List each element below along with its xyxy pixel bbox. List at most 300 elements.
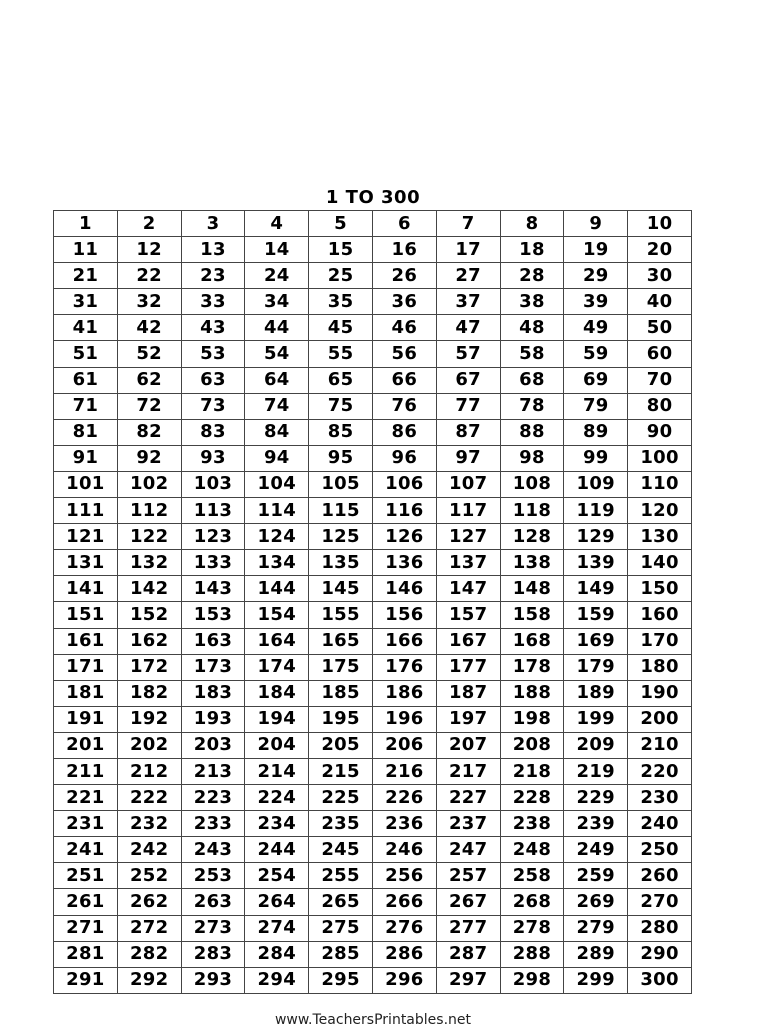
grid-row bbox=[54, 680, 692, 706]
grid-row bbox=[54, 367, 692, 393]
grid-cell: 272 bbox=[117, 915, 181, 941]
grid-cell: 46 bbox=[372, 315, 436, 341]
grid-cell: 262 bbox=[117, 889, 181, 915]
grid-cell: 173 bbox=[181, 654, 245, 680]
grid-row bbox=[54, 758, 692, 784]
grid-cell: 232 bbox=[117, 811, 181, 837]
grid-cell: 220 bbox=[628, 758, 692, 784]
footer-watermark: www.TeachersPrintables.net bbox=[274, 1012, 471, 1028]
grid-cell: 75 bbox=[309, 393, 373, 419]
grid-cell: 181 bbox=[54, 680, 118, 706]
grid-cell: 299 bbox=[564, 967, 628, 993]
grid-cell: 12 bbox=[117, 237, 181, 263]
grid-cell: 123 bbox=[181, 524, 245, 550]
grid-cell: 178 bbox=[500, 654, 564, 680]
grid-cell: 177 bbox=[436, 654, 500, 680]
grid-cell: 7 bbox=[436, 211, 500, 237]
grid-cell: 171 bbox=[54, 654, 118, 680]
grid-cell: 36 bbox=[372, 289, 436, 315]
grid-cell: 76 bbox=[372, 393, 436, 419]
grid-cell: 194 bbox=[245, 706, 309, 732]
grid-cell: 210 bbox=[628, 732, 692, 758]
grid-cell: 202 bbox=[117, 732, 181, 758]
grid-cell: 77 bbox=[436, 393, 500, 419]
grid-cell: 18 bbox=[500, 237, 564, 263]
grid-cell: 11 bbox=[54, 237, 118, 263]
grid-cell: 32 bbox=[117, 289, 181, 315]
grid-cell: 201 bbox=[54, 732, 118, 758]
grid-cell: 196 bbox=[372, 706, 436, 732]
grid-cell: 288 bbox=[500, 941, 564, 967]
grid-cell: 239 bbox=[564, 811, 628, 837]
grid-cell: 300 bbox=[628, 967, 692, 993]
grid-cell: 251 bbox=[54, 863, 118, 889]
grid-cell: 214 bbox=[245, 758, 309, 784]
grid-cell: 22 bbox=[117, 263, 181, 289]
grid-cell: 27 bbox=[436, 263, 500, 289]
grid-cell: 222 bbox=[117, 785, 181, 811]
grid-cell: 52 bbox=[117, 341, 181, 367]
grid-cell: 282 bbox=[117, 941, 181, 967]
grid-cell: 33 bbox=[181, 289, 245, 315]
grid-row bbox=[54, 863, 692, 889]
grid-cell: 57 bbox=[436, 341, 500, 367]
grid-cell: 280 bbox=[628, 915, 692, 941]
grid-cell: 124 bbox=[245, 524, 309, 550]
grid-cell: 231 bbox=[54, 811, 118, 837]
grid-cell: 209 bbox=[564, 732, 628, 758]
grid-cell: 93 bbox=[181, 445, 245, 471]
grid-cell: 242 bbox=[117, 837, 181, 863]
grid-cell: 106 bbox=[372, 471, 436, 497]
grid-cell: 116 bbox=[372, 498, 436, 524]
grid-cell: 9 bbox=[564, 211, 628, 237]
grid-cell: 129 bbox=[564, 524, 628, 550]
grid-cell: 169 bbox=[564, 628, 628, 654]
grid-cell: 246 bbox=[372, 837, 436, 863]
grid-cell: 259 bbox=[564, 863, 628, 889]
grid-row bbox=[54, 315, 692, 341]
grid-cell: 243 bbox=[181, 837, 245, 863]
grid-cell: 228 bbox=[500, 785, 564, 811]
grid-cell: 56 bbox=[372, 341, 436, 367]
grid-cell: 121 bbox=[54, 524, 118, 550]
grid-cell: 193 bbox=[181, 706, 245, 732]
grid-cell: 263 bbox=[181, 889, 245, 915]
grid-cell: 143 bbox=[181, 576, 245, 602]
grid-cell: 125 bbox=[309, 524, 373, 550]
grid-cell: 133 bbox=[181, 550, 245, 576]
grid-row bbox=[54, 889, 692, 915]
grid-cell: 184 bbox=[245, 680, 309, 706]
grid-cell: 145 bbox=[309, 576, 373, 602]
grid-cell: 15 bbox=[309, 237, 373, 263]
grid-cell: 105 bbox=[309, 471, 373, 497]
grid-cell: 38 bbox=[500, 289, 564, 315]
grid-cell: 268 bbox=[500, 889, 564, 915]
grid-cell: 141 bbox=[54, 576, 118, 602]
grid-cell: 175 bbox=[309, 654, 373, 680]
grid-cell: 70 bbox=[628, 367, 692, 393]
grid-cell: 67 bbox=[436, 367, 500, 393]
grid-cell: 296 bbox=[372, 967, 436, 993]
grid-cell: 281 bbox=[54, 941, 118, 967]
grid-cell: 54 bbox=[245, 341, 309, 367]
grid-cell: 84 bbox=[245, 419, 309, 445]
grid-cell: 135 bbox=[309, 550, 373, 576]
grid-cell: 47 bbox=[436, 315, 500, 341]
grid-cell: 13 bbox=[181, 237, 245, 263]
grid-cell: 258 bbox=[500, 863, 564, 889]
grid-cell: 118 bbox=[500, 498, 564, 524]
grid-row bbox=[54, 211, 692, 237]
grid-cell: 183 bbox=[181, 680, 245, 706]
grid-row bbox=[54, 445, 692, 471]
grid-cell: 53 bbox=[181, 341, 245, 367]
grid-row bbox=[54, 915, 692, 941]
grid-cell: 191 bbox=[54, 706, 118, 732]
grid-cell: 287 bbox=[436, 941, 500, 967]
grid-cell: 256 bbox=[372, 863, 436, 889]
grid-cell: 142 bbox=[117, 576, 181, 602]
grid-cell: 212 bbox=[117, 758, 181, 784]
grid-cell: 44 bbox=[245, 315, 309, 341]
grid-cell: 62 bbox=[117, 367, 181, 393]
grid-cell: 255 bbox=[309, 863, 373, 889]
grid-row bbox=[54, 550, 692, 576]
grid-cell: 168 bbox=[500, 628, 564, 654]
grid-cell: 241 bbox=[54, 837, 118, 863]
grid-cell: 267 bbox=[436, 889, 500, 915]
grid-cell: 19 bbox=[564, 237, 628, 263]
grid-cell: 88 bbox=[500, 419, 564, 445]
grid-cell: 158 bbox=[500, 602, 564, 628]
grid-cell: 230 bbox=[628, 785, 692, 811]
grid-cell: 270 bbox=[628, 889, 692, 915]
grid-cell: 147 bbox=[436, 576, 500, 602]
grid-row bbox=[54, 471, 692, 497]
grid-cell: 134 bbox=[245, 550, 309, 576]
grid-cell: 136 bbox=[372, 550, 436, 576]
grid-row bbox=[54, 237, 692, 263]
grid-cell: 144 bbox=[245, 576, 309, 602]
grid-cell: 58 bbox=[500, 341, 564, 367]
grid-cell: 51 bbox=[54, 341, 118, 367]
grid-row bbox=[54, 706, 692, 732]
grid-cell: 40 bbox=[628, 289, 692, 315]
grid-cell: 49 bbox=[564, 315, 628, 341]
grid-cell: 203 bbox=[181, 732, 245, 758]
grid-cell: 245 bbox=[309, 837, 373, 863]
grid-cell: 264 bbox=[245, 889, 309, 915]
grid-cell: 250 bbox=[628, 837, 692, 863]
grid-cell: 111 bbox=[54, 498, 118, 524]
grid-cell: 131 bbox=[54, 550, 118, 576]
grid-cell: 275 bbox=[309, 915, 373, 941]
grid-cell: 101 bbox=[54, 471, 118, 497]
grid-cell: 98 bbox=[500, 445, 564, 471]
grid-cell: 72 bbox=[117, 393, 181, 419]
grid-cell: 126 bbox=[372, 524, 436, 550]
grid-cell: 138 bbox=[500, 550, 564, 576]
grid-cell: 238 bbox=[500, 811, 564, 837]
grid-cell: 85 bbox=[309, 419, 373, 445]
grid-cell: 286 bbox=[372, 941, 436, 967]
grid-cell: 190 bbox=[628, 680, 692, 706]
grid-cell: 234 bbox=[245, 811, 309, 837]
grid-cell: 189 bbox=[564, 680, 628, 706]
grid-cell: 254 bbox=[245, 863, 309, 889]
grid-cell: 137 bbox=[436, 550, 500, 576]
grid-cell: 261 bbox=[54, 889, 118, 915]
grid-cell: 139 bbox=[564, 550, 628, 576]
grid-cell: 132 bbox=[117, 550, 181, 576]
grid-cell: 249 bbox=[564, 837, 628, 863]
grid-cell: 150 bbox=[628, 576, 692, 602]
grid-row bbox=[54, 289, 692, 315]
grid-cell: 289 bbox=[564, 941, 628, 967]
grid-cell: 114 bbox=[245, 498, 309, 524]
grid-cell: 151 bbox=[54, 602, 118, 628]
grid-cell: 279 bbox=[564, 915, 628, 941]
grid-cell: 69 bbox=[564, 367, 628, 393]
grid-cell: 167 bbox=[436, 628, 500, 654]
grid-cell: 293 bbox=[181, 967, 245, 993]
grid-cell: 219 bbox=[564, 758, 628, 784]
grid-cell: 161 bbox=[54, 628, 118, 654]
grid-cell: 41 bbox=[54, 315, 118, 341]
grid-cell: 60 bbox=[628, 341, 692, 367]
grid-cell: 269 bbox=[564, 889, 628, 915]
grid-cell: 87 bbox=[436, 419, 500, 445]
grid-cell: 64 bbox=[245, 367, 309, 393]
grid-cell: 197 bbox=[436, 706, 500, 732]
grid-cell: 34 bbox=[245, 289, 309, 315]
grid-cell: 294 bbox=[245, 967, 309, 993]
grid-row bbox=[54, 576, 692, 602]
grid-cell: 160 bbox=[628, 602, 692, 628]
grid-cell: 221 bbox=[54, 785, 118, 811]
grid-cell: 90 bbox=[628, 419, 692, 445]
grid-cell: 55 bbox=[309, 341, 373, 367]
grid-cell: 120 bbox=[628, 498, 692, 524]
grid-cell: 213 bbox=[181, 758, 245, 784]
grid-cell: 73 bbox=[181, 393, 245, 419]
grid-cell: 29 bbox=[564, 263, 628, 289]
grid-cell: 140 bbox=[628, 550, 692, 576]
grid-cell: 257 bbox=[436, 863, 500, 889]
grid-cell: 65 bbox=[309, 367, 373, 393]
grid-cell: 23 bbox=[181, 263, 245, 289]
page-title: 1 TO 300 bbox=[325, 187, 421, 208]
grid-cell: 39 bbox=[564, 289, 628, 315]
grid-cell: 112 bbox=[117, 498, 181, 524]
grid-row bbox=[54, 732, 692, 758]
grid-cell: 35 bbox=[309, 289, 373, 315]
grid-row bbox=[54, 498, 692, 524]
grid-cell: 235 bbox=[309, 811, 373, 837]
grid-cell: 170 bbox=[628, 628, 692, 654]
grid-cell: 266 bbox=[372, 889, 436, 915]
grid-cell: 295 bbox=[309, 967, 373, 993]
grid-cell: 30 bbox=[628, 263, 692, 289]
grid-cell: 248 bbox=[500, 837, 564, 863]
grid-cell: 110 bbox=[628, 471, 692, 497]
grid-cell: 188 bbox=[500, 680, 564, 706]
grid-cell: 176 bbox=[372, 654, 436, 680]
grid-cell: 103 bbox=[181, 471, 245, 497]
grid-row bbox=[54, 419, 692, 445]
grid-cell: 227 bbox=[436, 785, 500, 811]
grid-cell: 291 bbox=[54, 967, 118, 993]
grid-cell: 50 bbox=[628, 315, 692, 341]
grid-cell: 206 bbox=[372, 732, 436, 758]
grid-cell: 298 bbox=[500, 967, 564, 993]
grid-row bbox=[54, 524, 692, 550]
grid-cell: 10 bbox=[628, 211, 692, 237]
grid-cell: 260 bbox=[628, 863, 692, 889]
grid-cell: 153 bbox=[181, 602, 245, 628]
grid-cell: 119 bbox=[564, 498, 628, 524]
grid-cell: 5 bbox=[309, 211, 373, 237]
grid-cell: 204 bbox=[245, 732, 309, 758]
grid-cell: 205 bbox=[309, 732, 373, 758]
grid-cell: 244 bbox=[245, 837, 309, 863]
grid-cell: 215 bbox=[309, 758, 373, 784]
grid-cell: 162 bbox=[117, 628, 181, 654]
grid-cell: 68 bbox=[500, 367, 564, 393]
grid-cell: 247 bbox=[436, 837, 500, 863]
grid-cell: 66 bbox=[372, 367, 436, 393]
grid-cell: 31 bbox=[54, 289, 118, 315]
grid-cell: 278 bbox=[500, 915, 564, 941]
grid-cell: 292 bbox=[117, 967, 181, 993]
grid-cell: 273 bbox=[181, 915, 245, 941]
grid-cell: 165 bbox=[309, 628, 373, 654]
grid-cell: 172 bbox=[117, 654, 181, 680]
grid-cell: 297 bbox=[436, 967, 500, 993]
grid-row bbox=[54, 341, 692, 367]
grid-cell: 79 bbox=[564, 393, 628, 419]
grid-cell: 130 bbox=[628, 524, 692, 550]
grid-cell: 179 bbox=[564, 654, 628, 680]
grid-cell: 89 bbox=[564, 419, 628, 445]
grid-cell: 128 bbox=[500, 524, 564, 550]
grid-cell: 159 bbox=[564, 602, 628, 628]
grid-cell: 71 bbox=[54, 393, 118, 419]
grid-row bbox=[54, 263, 692, 289]
number-grid-body bbox=[54, 211, 692, 994]
grid-cell: 82 bbox=[117, 419, 181, 445]
grid-cell: 28 bbox=[500, 263, 564, 289]
grid-cell: 6 bbox=[372, 211, 436, 237]
grid-cell: 91 bbox=[54, 445, 118, 471]
grid-cell: 198 bbox=[500, 706, 564, 732]
grid-cell: 97 bbox=[436, 445, 500, 471]
grid-cell: 207 bbox=[436, 732, 500, 758]
grid-cell: 26 bbox=[372, 263, 436, 289]
grid-cell: 163 bbox=[181, 628, 245, 654]
grid-cell: 182 bbox=[117, 680, 181, 706]
grid-cell: 240 bbox=[628, 811, 692, 837]
grid-cell: 223 bbox=[181, 785, 245, 811]
grid-cell: 59 bbox=[564, 341, 628, 367]
grid-cell: 237 bbox=[436, 811, 500, 837]
grid-cell: 37 bbox=[436, 289, 500, 315]
grid-cell: 63 bbox=[181, 367, 245, 393]
grid-cell: 8 bbox=[500, 211, 564, 237]
grid-cell: 43 bbox=[181, 315, 245, 341]
grid-cell: 186 bbox=[372, 680, 436, 706]
grid-cell: 152 bbox=[117, 602, 181, 628]
grid-row bbox=[54, 811, 692, 837]
grid-cell: 225 bbox=[309, 785, 373, 811]
grid-cell: 146 bbox=[372, 576, 436, 602]
grid-cell: 4 bbox=[245, 211, 309, 237]
grid-cell: 195 bbox=[309, 706, 373, 732]
grid-cell: 166 bbox=[372, 628, 436, 654]
grid-cell: 14 bbox=[245, 237, 309, 263]
grid-cell: 42 bbox=[117, 315, 181, 341]
grid-cell: 233 bbox=[181, 811, 245, 837]
grid-cell: 226 bbox=[372, 785, 436, 811]
grid-cell: 109 bbox=[564, 471, 628, 497]
grid-cell: 115 bbox=[309, 498, 373, 524]
grid-cell: 218 bbox=[500, 758, 564, 784]
grid-cell: 3 bbox=[181, 211, 245, 237]
grid-cell: 1 bbox=[54, 211, 118, 237]
grid-cell: 265 bbox=[309, 889, 373, 915]
grid-cell: 283 bbox=[181, 941, 245, 967]
grid-cell: 252 bbox=[117, 863, 181, 889]
grid-cell: 284 bbox=[245, 941, 309, 967]
grid-cell: 200 bbox=[628, 706, 692, 732]
grid-cell: 274 bbox=[245, 915, 309, 941]
grid-row bbox=[54, 941, 692, 967]
grid-cell: 86 bbox=[372, 419, 436, 445]
grid-cell: 102 bbox=[117, 471, 181, 497]
grid-cell: 104 bbox=[245, 471, 309, 497]
grid-cell: 192 bbox=[117, 706, 181, 732]
number-grid-table bbox=[53, 210, 692, 994]
grid-cell: 107 bbox=[436, 471, 500, 497]
grid-cell: 81 bbox=[54, 419, 118, 445]
grid-cell: 80 bbox=[628, 393, 692, 419]
grid-cell: 122 bbox=[117, 524, 181, 550]
grid-cell: 78 bbox=[500, 393, 564, 419]
grid-cell: 253 bbox=[181, 863, 245, 889]
grid-cell: 17 bbox=[436, 237, 500, 263]
grid-cell: 127 bbox=[436, 524, 500, 550]
grid-cell: 61 bbox=[54, 367, 118, 393]
grid-cell: 211 bbox=[54, 758, 118, 784]
grid-cell: 157 bbox=[436, 602, 500, 628]
grid-cell: 199 bbox=[564, 706, 628, 732]
grid-row bbox=[54, 628, 692, 654]
grid-cell: 96 bbox=[372, 445, 436, 471]
grid-cell: 277 bbox=[436, 915, 500, 941]
grid-cell: 156 bbox=[372, 602, 436, 628]
grid-cell: 25 bbox=[309, 263, 373, 289]
grid-cell: 148 bbox=[500, 576, 564, 602]
grid-cell: 94 bbox=[245, 445, 309, 471]
grid-row bbox=[54, 785, 692, 811]
grid-cell: 108 bbox=[500, 471, 564, 497]
grid-row bbox=[54, 602, 692, 628]
grid-cell: 216 bbox=[372, 758, 436, 784]
grid-cell: 21 bbox=[54, 263, 118, 289]
grid-cell: 290 bbox=[628, 941, 692, 967]
